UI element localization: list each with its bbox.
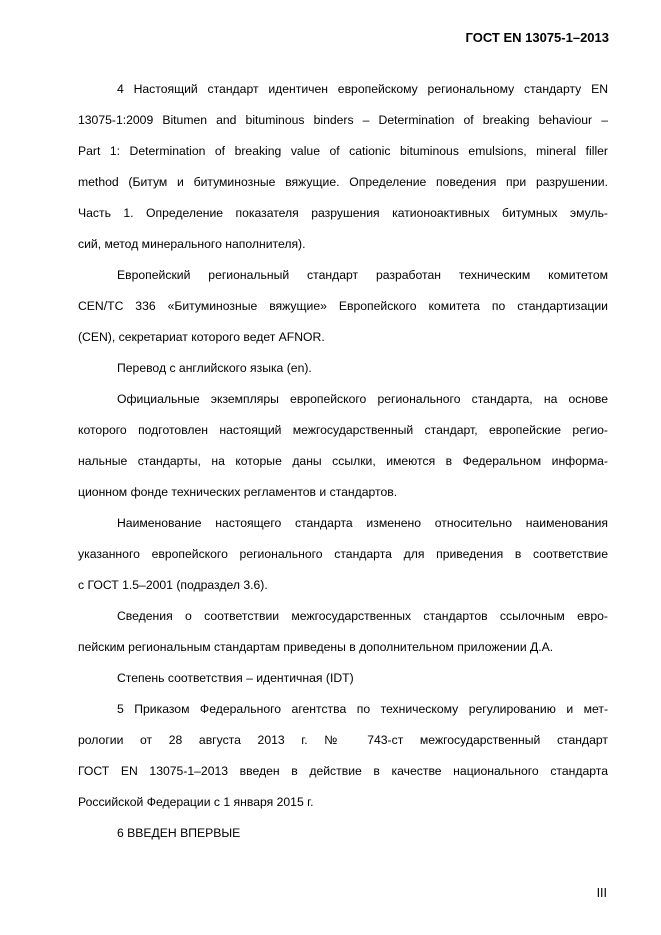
- paragraph-line: 6 ВВЕДЕН ВПЕРВЫЕ: [117, 826, 241, 840]
- paragraph-line: рологии от 28 августа 2013 г. № 743-ст межгосударственный стандарт: [78, 733, 608, 747]
- paragraph-line: Официальные экземпляры европейского регионального стандарта, на основе: [117, 392, 608, 406]
- paragraph-line: Перевод с английского языка (en).: [117, 361, 312, 375]
- page-number: III: [596, 886, 607, 900]
- paragraph-line: которого подготовлен настоящий межгосударственный стандарт, европейские регио-: [78, 423, 608, 437]
- paragraph-line: CEN/TC 336 «Битуминозные вяжущие» Европейского комитета по стандартизации: [78, 299, 608, 313]
- paragraph-line: ционном фонде технических регламентов и стандартов.: [78, 485, 398, 499]
- paragraph-line: с ГОСТ 1.5–2001 (подраздел 3.6).: [78, 578, 268, 592]
- paragraph-line: 5 Приказом Федерального агентства по техническому регулированию и мет-: [117, 702, 608, 716]
- paragraph-line: Часть 1. Определение показателя разрушения катионоактивных битумных эмуль-: [78, 206, 608, 220]
- paragraph-line: Европейский региональный стандарт разработан техническим комитетом: [117, 268, 608, 282]
- paragraph-line: 4 Настоящий стандарт идентичен европейскому региональному стандарту EN: [117, 82, 608, 96]
- paragraph-line: ГОСТ EN 13075-1–2013 введен в действие в качестве национального стандарта: [78, 764, 608, 778]
- document-body: [78, 74, 608, 849]
- paragraph-line: указанного европейского регионального стандарта для приведения в соответствие: [78, 547, 608, 561]
- paragraph-line: Part 1: Determination of breaking value of cationic bituminous emulsions, mineral filler: [78, 144, 608, 158]
- paragraph-line: нальные стандарты, на которые даны ссылки, имеются в Федеральном информа-: [78, 454, 608, 468]
- paragraph-line: Сведения о соответствии межгосударственных стандартов ссылочным евро-: [117, 609, 608, 623]
- paragraph-line: method (Битум и битуминозные вяжущие. Определение поведения при разрушении.: [78, 175, 608, 189]
- paragraph-line: Степень соответствия – идентичная (IDT): [117, 671, 354, 685]
- paragraph-line: пейским региональным стандартам приведены в дополнительном приложении Д.А.: [78, 640, 554, 654]
- paragraph-line: Российской Федерации с 1 января 2015 г.: [78, 795, 314, 809]
- paragraph-line: (CEN), секретариат которого ведет AFNOR.: [78, 330, 325, 344]
- paragraph-line: 13075-1:2009 Bitumen and bituminous binders – Determination of breaking behaviour –: [78, 113, 608, 127]
- document-code-header: ГОСТ EN 13075-1–2013: [465, 30, 609, 45]
- paragraph-line: Наименование настоящего стандарта изменено относительно наименования: [117, 516, 608, 530]
- paragraph-line: сий, метод минерального наполнителя).: [78, 237, 306, 251]
